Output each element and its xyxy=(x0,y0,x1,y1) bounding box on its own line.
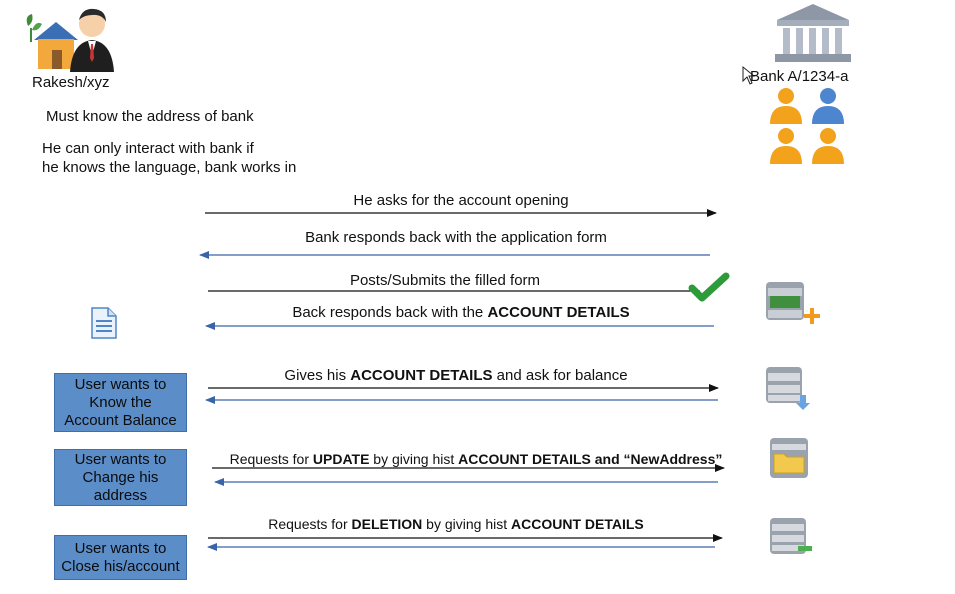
bank-name: Bank A/1234-a xyxy=(750,68,849,85)
database-folder-icon xyxy=(768,436,812,480)
message-6-label: Requests for UPDATE by giving hist ACCOUNT DETAILS and “NewAddress” xyxy=(229,451,723,467)
message-4-label: Back responds back with the ACCOUNT DETAILS xyxy=(292,304,630,321)
message-2-label: Bank responds back with the application form xyxy=(305,229,607,246)
use-case-balance: User wants to Know the Account Balance xyxy=(54,373,187,432)
customer-name: Rakesh/xyz xyxy=(32,74,110,91)
use-case-change-address: User wants to Change his address xyxy=(54,449,187,506)
check-icon xyxy=(690,274,728,302)
message-7-label: Requests for DELETION by giving hist ACCOUNT DETAILS xyxy=(268,516,644,532)
document-icon xyxy=(90,306,118,340)
database-remove-icon xyxy=(768,516,814,556)
database-add-icon xyxy=(764,278,818,326)
note-language-1: He can only interact with bank if xyxy=(42,140,254,157)
message-5-label: Gives his ACCOUNT DETAILS and ask for balance xyxy=(284,367,628,384)
database-download-icon xyxy=(764,365,812,411)
message-3-label: Posts/Submits the filled form xyxy=(349,272,541,289)
use-case-close-account: User wants to Close his/account xyxy=(54,535,187,580)
note-language-2: he knows the language, bank works in xyxy=(42,159,297,176)
note-bank-address: Must know the address of bank xyxy=(46,108,254,125)
message-1-label: He asks for the account opening xyxy=(353,192,569,209)
